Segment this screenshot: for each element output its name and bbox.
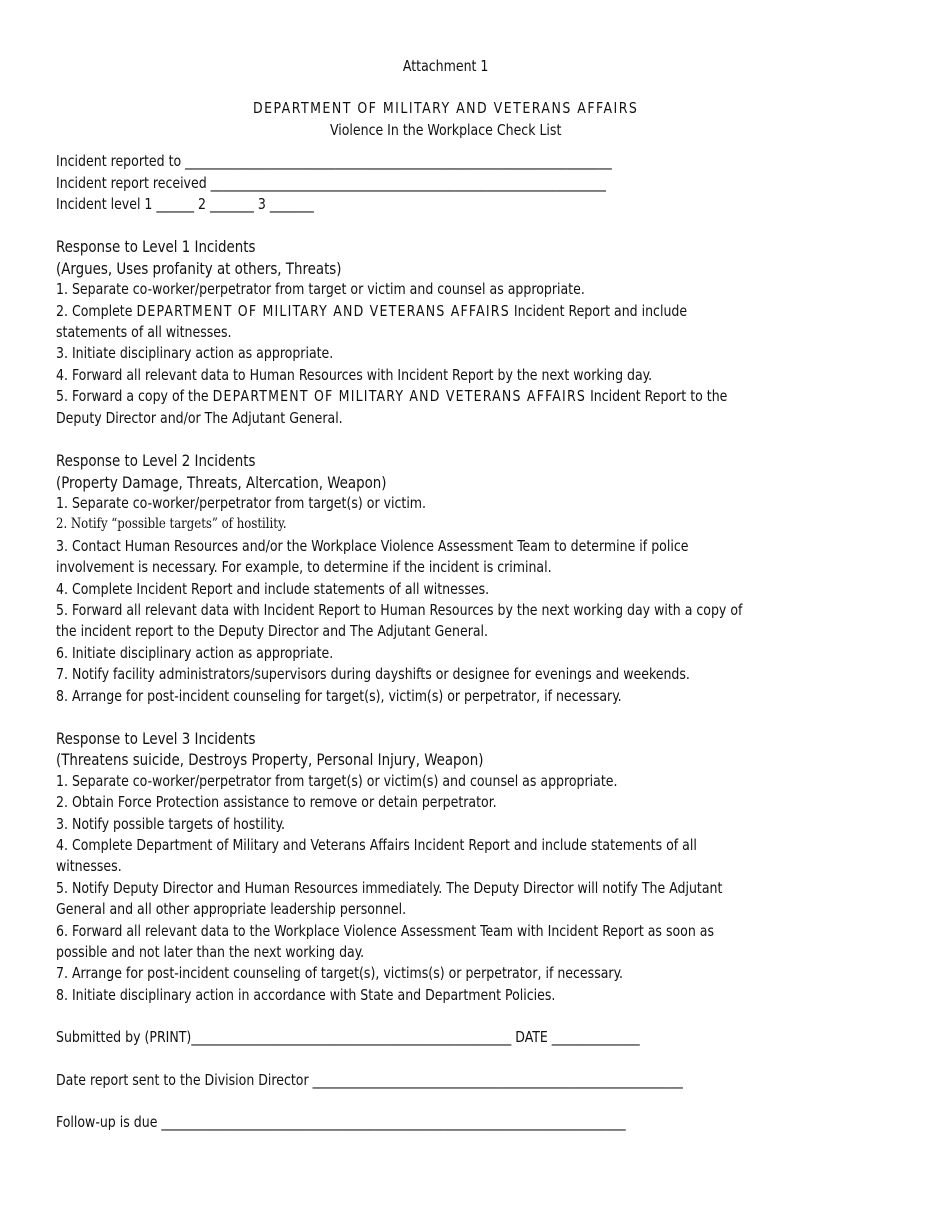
level-3-item-continuation: witnesses. [56,857,122,876]
submitted-by-field[interactable]: ___________________________________________________ [191,1028,512,1047]
level-1-item: 4. Forward all relevant data to Human Resources with Incident Report by the next working day. [56,365,653,384]
level-3-item: 7. Arrange for post-incident counseling of target(s), victims(s) or perpetrator, if necessary. [56,964,624,983]
level-2-item: 8. Arrange for post-incident counseling for target(s), victim(s) or perpetrator, if necessary. [56,686,622,705]
level-1-heading: Response to Level 1 Incidents [56,237,256,257]
submitted-by-label: Submitted by (PRINT) [56,1028,192,1047]
level-3-item: 5. Notify Deputy Director and Human Resources immediately. The Deputy Director will notify The Adjutant [56,878,723,897]
level-1-examples: (Argues, Uses profanity at others, Threats) [56,258,342,278]
level-2-item: 6. Initiate disciplinary action as appropriate. [56,643,334,662]
level-1-item-continuation: statements of all witnesses. [56,323,232,342]
document-page [56,56,896,1133]
level-2-item: 1. Separate co-worker/perpetrator from target(s) or victim. [56,493,427,512]
level-3-item-continuation: General and all other appropriate leadership personnel. [56,900,407,919]
date-report-sent-field[interactable]: Date report sent to the Division Director ___________________________________________________________ [56,1070,683,1089]
level-2-examples: (Property Damage, Threats, Altercation, Weapon) [56,472,387,492]
level-2-item-continuation: involvement is necessary. For example, to determine if the incident is criminal. [56,558,552,577]
level-1-item-text: Incident Report to the [590,387,728,406]
level-1-section [56,236,896,429]
department-name: DEPARTMENT OF MILITARY AND VETERANS AFFAIRS [136,301,510,320]
department-name: DEPARTMENT OF MILITARY AND VETERANS AFFAIRS [212,387,587,406]
level-3-examples: (Threatens suicide, Destroys Property, Personal Injury, Weapon) [56,750,484,770]
checklist-subtitle: Violence In the Workplace Check List [329,120,562,139]
level-2-item: 3. Contact Human Resources and/or the Workplace Violence Assessment Team to determine if police [56,536,689,555]
level-1-item-text: 5. Forward a copy of the [56,387,209,406]
date-label: DATE [515,1028,548,1047]
level-2-item: 4. Complete Incident Report and include statements of all witnesses. [56,579,490,598]
level-3-item-continuation: possible and not later than the next working day. [56,943,365,962]
date-field[interactable]: ______________ [551,1028,640,1047]
level-3-item: 2. Obtain Force Protection assistance to remove or detain perpetrator. [56,793,497,812]
level-2-item: 5. Forward all relevant data with Incident Report to Human Resources by the next working day with a copy of [56,600,743,619]
level-3-item: 1. Separate co-worker/perpetrator from target(s) or victim(s) and counsel as appropriate. [56,771,618,790]
signature-section [56,1027,896,1133]
incident-level-field[interactable]: Incident level 1 ______ 2 _______ 3 _______ [56,195,314,214]
level-2-item: 2. Notify “possible targets” of hostility. [56,516,287,533]
level-2-item-continuation: the incident report to the Deputy Director and The Adjutant General. [56,622,489,641]
level-1-item: 1. Separate co-worker/perpetrator from target or victim and counsel as appropriate. [56,280,585,299]
level-3-item: 8. Initiate disciplinary action in accordance with State and Department Policies. [56,985,556,1004]
department-title: DEPARTMENT OF MILITARY AND VETERANS AFFAIRS [252,99,639,118]
level-3-heading: Response to Level 3 Incidents [56,728,256,748]
level-2-section [56,450,896,707]
incident-fields [56,151,896,215]
level-3-item: 6. Forward all relevant data to the Workplace Violence Assessment Team with Incident Report as soon as [56,921,715,940]
follow-up-field[interactable]: Follow-up is due __________________________________________________________________________ [56,1113,626,1132]
level-3-item: 3. Notify possible targets of hostility. [56,814,285,833]
level-3-section [56,728,896,1006]
level-1-item: 3. Initiate disciplinary action as appropriate. [56,344,334,363]
level-2-heading: Response to Level 2 Incidents [56,451,256,471]
level-1-item [56,386,896,407]
level-3-item: 4. Complete Department of Military and Veterans Affairs Incident Report and include statements of all [56,836,697,854]
level-1-item [56,301,896,322]
incident-report-received-field[interactable]: Incident report received _______________________________________________________________ [56,173,606,192]
submitted-by-line [56,1027,896,1048]
header-block [56,56,835,141]
level-2-item: 7. Notify facility administrators/supervisors during dayshifts or designee for evenings and weekends. [56,665,690,684]
level-1-item-text: Incident Report and include [513,301,688,320]
attachment-label: Attachment 1 [402,57,489,75]
level-1-item-continuation: Deputy Director and/or The Adjutant General. [56,408,343,427]
incident-reported-to-field[interactable]: Incident reported to ____________________________________________________________________ [56,152,612,171]
document-body [56,56,896,1133]
level-1-item-text: 2. Complete [56,301,133,320]
